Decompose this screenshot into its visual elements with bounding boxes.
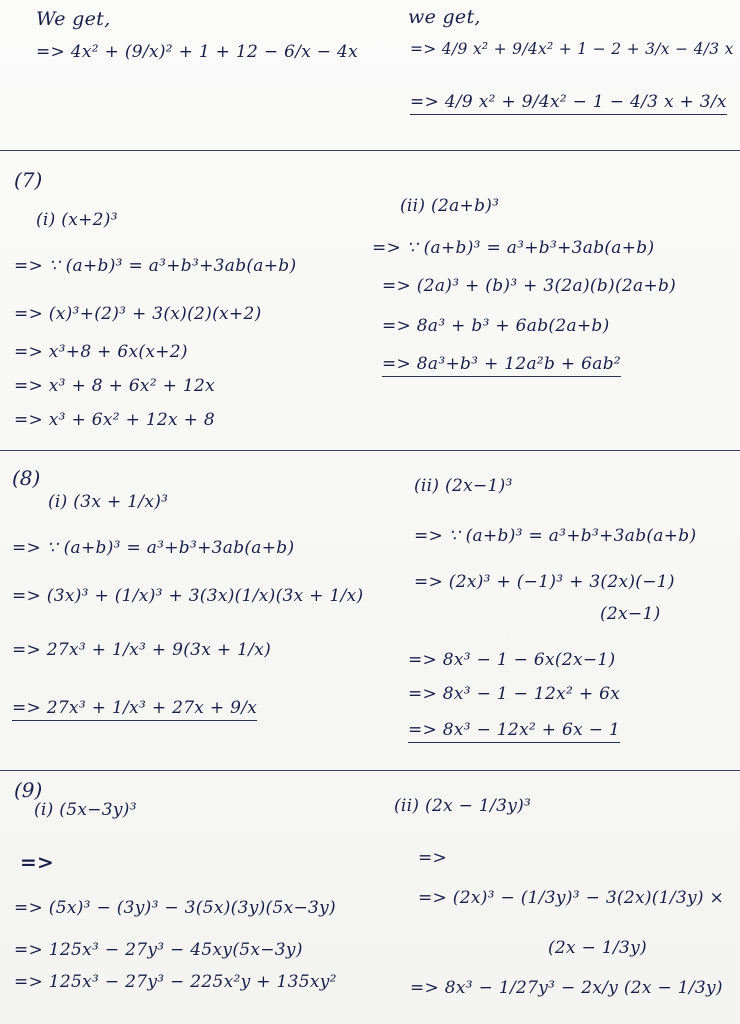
q8-left-line-2: => ∵ (a+b)³ = a³+b³+3ab(a+b) — [12, 538, 295, 558]
q9-left-line-2: => — [20, 850, 55, 874]
q7-right-line-2: => ∵ (a+b)³ = a³+b³+3ab(a+b) — [372, 238, 655, 258]
top-left-line-2: => 4x² + (9/x)² + 1 + 12 − 6/x − 4x — [36, 42, 359, 62]
divider-1 — [0, 150, 740, 151]
q8-left-line-3: => (3x)³ + (1/x)³ + 3(3x)(1/x)(3x + 1/x) — [12, 586, 364, 606]
q7-left-line-6: => x³ + 6x² + 12x + 8 — [14, 410, 216, 430]
q8-right-line-6: => 8x³ − 1 − 12x² + 6x — [408, 684, 621, 704]
q9-right-line-3: => (2x)³ − (1/3y)³ − 3(2x)(1/3y) × — [418, 888, 725, 908]
q8-right-line-5: => 8x³ − 1 − 6x(2x−1) — [408, 650, 616, 670]
q7-left-line-4: => x³+8 + 6x(x+2) — [14, 342, 188, 362]
q7-right-line-4: => 8a³ + b³ + 6ab(2a+b) — [382, 316, 610, 336]
question-number-9: (9) — [14, 778, 43, 802]
q7-left-line-5: => x³ + 8 + 6x² + 12x — [14, 376, 216, 396]
q9-left-line-3: => (5x)³ − (3y)³ − 3(5x)(3y)(5x−3y) — [14, 898, 336, 918]
q7-left-line-1: (i) (x+2)³ — [36, 210, 118, 230]
top-right-line-1: we get, — [408, 6, 481, 28]
q8-left-line-5: => 27x³ + 1/x³ + 27x + 9/x — [12, 698, 257, 721]
q8-right-line-7: => 8x³ − 12x² + 6x − 1 — [408, 720, 620, 743]
q7-right-line-5: => 8a³+b³ + 12a²b + 6ab² — [382, 354, 621, 377]
q7-left-line-3: => (x)³+(2)³ + 3(x)(2)(x+2) — [14, 304, 262, 324]
question-number-7: (7) — [14, 168, 43, 192]
q9-left-line-1: (i) (5x−3y)³ — [34, 800, 137, 820]
top-left-line-1: We get, — [36, 8, 111, 30]
q9-right-line-4: (2x − 1/3y) — [548, 938, 647, 958]
q8-left-line-4: => 27x³ + 1/x³ + 9(3x + 1/x) — [12, 640, 272, 660]
divider-3 — [0, 770, 740, 771]
q7-left-line-2: => ∵ (a+b)³ = a³+b³+3ab(a+b) — [14, 256, 297, 276]
q8-right-line-2: => ∵ (a+b)³ = a³+b³+3ab(a+b) — [414, 526, 697, 546]
top-right-line-2: => 4/9 x² + 9/4x² + 1 − 2 + 3/x − 4/3 x — [410, 40, 734, 58]
q8-left-line-1: (i) (3x + 1/x)³ — [48, 492, 169, 512]
q9-right-line-5: => 8x³ − 1/27y³ − 2x/y (2x − 1/3y) — [410, 978, 723, 998]
q8-right-line-4: (2x−1) — [600, 604, 661, 624]
q9-left-line-4: => 125x³ − 27y³ − 45xy(5x−3y) — [14, 940, 303, 960]
q7-right-line-3: => (2a)³ + (b)³ + 3(2a)(b)(2a+b) — [382, 276, 677, 296]
divider-2 — [0, 450, 740, 451]
q7-right-line-1: (ii) (2a+b)³ — [400, 196, 500, 216]
q8-right-line-1: (ii) (2x−1)³ — [414, 476, 513, 496]
q9-right-line-1: (ii) (2x − 1/3y)³ — [394, 796, 532, 816]
question-number-8: (8) — [12, 466, 41, 490]
q9-left-line-5: => 125x³ − 27y³ − 225x²y + 135xy² — [14, 972, 337, 992]
top-right-line-3: => 4/9 x² + 9/4x² − 1 − 4/3 x + 3/x — [410, 92, 727, 115]
q9-right-line-2: => — [418, 848, 448, 868]
q8-right-line-3: => (2x)³ + (−1)³ + 3(2x)(−1) — [414, 572, 675, 592]
